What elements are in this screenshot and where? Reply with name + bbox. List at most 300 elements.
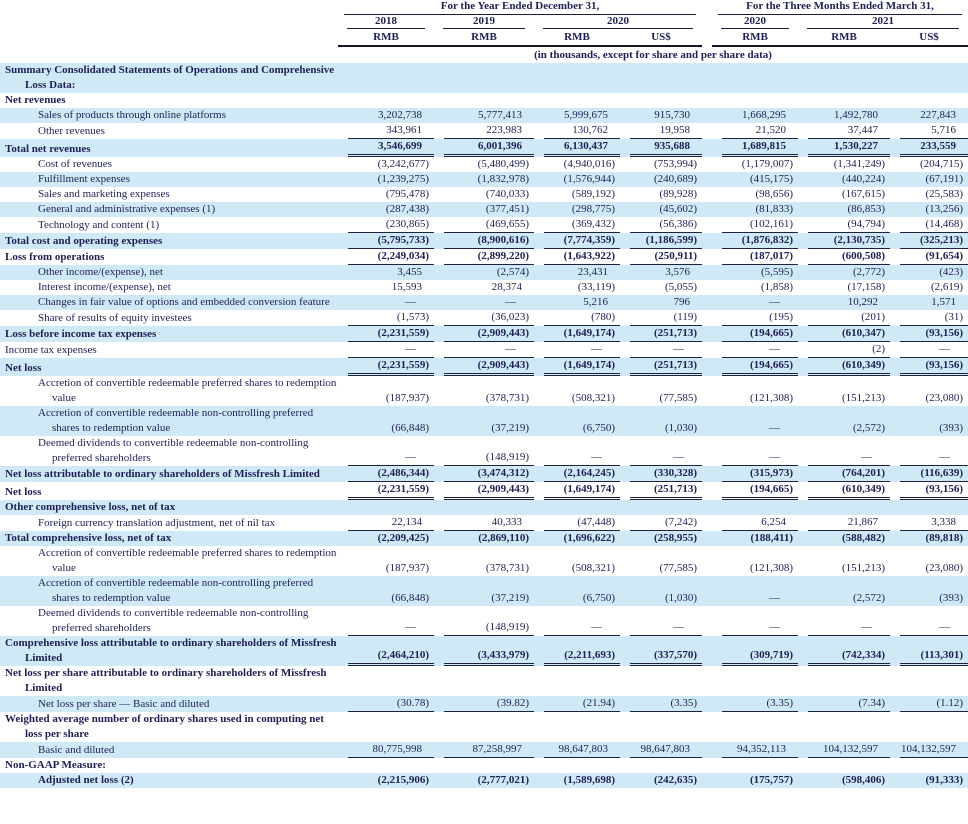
cell-value: (195) [722,310,798,326]
column-gap [702,0,712,15]
column-gap [702,546,712,576]
value-cell [534,265,620,280]
value-cell [434,466,534,482]
units-note: (in thousands, except for share and per share data) [534,49,772,61]
cell-value: (33,119) [577,281,615,293]
cell-value: 5,999,675 [564,109,608,121]
cell-value: — [505,296,516,308]
value-cell [434,500,534,515]
column-gap [702,515,712,531]
value-cell [534,187,620,202]
value-cell [434,546,534,576]
cell-value: (14,468) [900,217,968,233]
cell-value: — [808,450,890,466]
value-cell [890,696,968,712]
cell-value: (2,777,021) [477,774,529,786]
value-cell [534,202,620,217]
cell-value: (2,572) [852,592,886,604]
column-gap [702,531,712,546]
value-cell [890,280,968,295]
cell-value: 1,492,780 [834,109,879,121]
cell-value: (2,909,443) [444,482,534,500]
table-row [0,139,968,157]
cell-value: 796 [673,296,691,308]
value-cell [890,265,968,280]
row-label: Other comprehensive loss, net of tax [5,501,176,513]
value-cell [434,108,534,123]
cell-value: (102,161) [722,217,798,233]
value-cell [338,531,434,546]
value-cell [620,742,702,758]
row-label: General and administrative expenses (1) [38,203,216,215]
value-cell [890,406,968,436]
value-cell [798,466,890,482]
cell-value: (91,333) [925,774,964,786]
row-label: Other income/(expense), net [38,266,163,278]
cell-value: 3,546,699 [348,139,434,157]
cell-value: 22,134 [348,515,434,531]
table-row [0,233,968,249]
column-gap [702,742,712,758]
value-cell [434,139,534,157]
year-2021-quarter: 2021 [798,15,968,29]
quarterly-group-header [712,0,968,15]
cell-value: 15,593 [391,281,422,293]
cell-value: 1,668,295 [742,109,787,121]
cell-value: — [405,296,416,308]
value-cell [620,531,702,546]
table-row [0,500,968,515]
value-cell [798,576,890,606]
table-row [0,202,968,217]
header-spacer [0,29,338,45]
value-cell [534,280,620,295]
row-label: Sales of products through online platforms [38,109,226,121]
cell-value: (2,574) [496,266,529,278]
row-label: Accretion of convertible redeemable preferred shares to redemption value [38,547,337,574]
value-cell [534,712,620,742]
cell-value: (25,583) [925,188,964,200]
cell-value: (287,438) [385,203,429,215]
cell-value: (47,448) [544,515,620,531]
value-cell [534,63,620,93]
cell-value: (2,130,735) [808,233,890,249]
cell-value: (393) [939,422,964,434]
column-gap [702,666,712,696]
value-cell [534,295,620,310]
currency-row [0,29,968,45]
value-cell [798,712,890,742]
value-cell [338,636,434,666]
cell-value: (1,832,978) [477,173,529,185]
row-label: Interest income/(expense), net [38,281,171,293]
value-cell [712,233,798,249]
value-cell [620,123,702,139]
cell-value: (37,219) [491,592,529,604]
value-cell [620,500,702,515]
cell-value: (378,731) [485,392,529,404]
cell-value: 1,530,227 [808,139,890,157]
cell-value: (2,249,034) [348,249,434,265]
value-cell [798,249,890,265]
cell-value: (508,321) [571,562,615,574]
cell-value: — [722,342,798,358]
cell-value: (415,175) [749,173,794,185]
value-cell [338,326,434,342]
value-cell [620,666,702,696]
value-cell [890,217,968,233]
value-cell [620,576,702,606]
cell-value: (201) [808,310,890,326]
row-label: Accretion of convertible redeemable non-controlling preferred shares to redemption value [38,407,314,434]
row-label: Adjusted net loss (2) [38,774,134,786]
value-cell [798,773,890,788]
value-cell [338,406,434,436]
column-gap [702,202,712,217]
row-label: Other revenues [38,125,105,137]
cell-value: (93,156) [900,358,968,376]
cell-value: — [769,592,781,604]
column-gap [702,326,712,342]
value-cell [798,187,890,202]
value-cell [534,482,620,500]
cell-value: (81,833) [755,203,794,215]
value-cell [534,249,620,265]
year-2020-quarter: 2020 [712,15,798,29]
value-cell [620,217,702,233]
cell-value: (589,192) [571,188,615,200]
value-cell [798,233,890,249]
cell-value: 915,730 [654,109,691,121]
cell-value: — [808,620,890,636]
value-cell [338,666,434,696]
cell-value: 21,520 [722,123,798,139]
value-cell [534,742,620,758]
value-cell [712,157,798,172]
year-row [0,15,968,29]
column-gap [702,606,712,636]
value-cell [798,280,890,295]
row-label: Non-GAAP Measure: [5,759,106,771]
cell-value: (2,464,210) [348,648,434,666]
value-cell [712,93,798,108]
cell-value: (753,994) [653,158,698,170]
value-cell [338,202,434,217]
value-cell [890,202,968,217]
cell-value: 1,571 [931,296,957,308]
cell-value: 98,647,803 [544,742,620,758]
cell-value: 5,777,413 [478,109,522,121]
row-label: Net loss per share attributable to ordinary shareholders of Missfresh Limited [5,667,327,694]
value-cell [890,157,968,172]
value-cell [620,108,702,123]
value-cell [338,376,434,406]
cell-value: (187,017) [722,249,798,265]
value-cell [534,108,620,123]
value-cell [798,606,890,636]
cell-value: (1,179,007) [741,158,794,170]
cell-value: (1,341,249) [833,158,886,170]
cell-value: (98,656) [755,188,794,200]
cell-value: (13,256) [925,203,964,215]
value-cell [434,63,534,93]
value-cell [620,482,702,500]
units-note-row [0,47,968,63]
cell-value: 130,762 [544,123,620,139]
value-cell [534,342,620,358]
value-cell [798,157,890,172]
value-cell [620,696,702,712]
value-cell [534,172,620,187]
cell-value: (251,713) [630,482,702,500]
cell-value: (258,955) [653,532,698,544]
table-row [0,376,968,406]
currency-label: RMB [831,31,857,43]
column-gap [702,466,712,482]
value-cell [434,249,534,265]
value-cell [534,406,620,436]
row-label: Technology and content (1) [38,219,160,231]
value-cell [434,531,534,546]
cell-value: 21,867 [808,515,890,531]
cell-value: (5,795,733) [348,233,434,249]
row-label: Net loss per share — Basic and diluted [38,698,210,710]
cell-value: (251,713) [630,326,702,342]
column-gap [702,187,712,202]
value-cell [890,123,968,139]
value-cell [890,515,968,531]
cell-value: (325,213) [900,233,968,249]
cell-value: (230,865) [348,217,434,233]
value-cell [798,108,890,123]
column-gap [702,758,712,773]
value-cell [338,546,434,576]
cell-value: (7,242) [630,515,702,531]
cell-value: (119) [630,310,702,326]
value-cell [434,123,534,139]
cell-value: (3,242,677) [377,158,429,170]
cell-value: (250,911) [630,249,702,265]
cell-value: (89,928) [659,188,698,200]
value-cell [712,139,798,157]
cell-value: (2,899,220) [444,249,534,265]
column-gap [702,576,712,606]
cell-value: 19,958 [630,123,702,139]
cell-value: (17,158) [847,281,886,293]
cell-value: 6,130,437 [544,139,620,157]
cell-value: — [544,450,620,466]
table-row [0,758,968,773]
value-cell [620,466,702,482]
value-cell [712,249,798,265]
cell-value: 3,576 [665,266,691,278]
table-row [0,742,968,758]
row-label: Deemed dividends to convertible redeemable non-controlling preferred shareholders [38,437,309,464]
value-cell [534,636,620,666]
cell-value: (6,750) [582,422,615,434]
value-cell [534,576,620,606]
column-gap [702,406,712,436]
value-cell [434,742,534,758]
value-cell [712,742,798,758]
value-cell [434,310,534,326]
value-cell [890,773,968,788]
cell-value: — [769,296,781,308]
value-cell [712,202,798,217]
value-cell [890,295,968,310]
cell-value: (2,486,344) [348,466,434,482]
value-cell [434,157,534,172]
value-cell [712,546,798,576]
column-group-row [0,0,968,15]
value-cell [890,666,968,696]
value-cell [434,758,534,773]
cell-value: 6,001,396 [444,139,534,157]
value-cell [712,696,798,712]
cell-value: — [769,422,781,434]
cell-value: (1,030) [664,422,698,434]
value-cell [338,187,434,202]
cell-value: (66,848) [391,422,429,434]
cell-value: (508,321) [571,392,615,404]
value-cell [338,696,434,712]
value-cell [620,93,702,108]
currency-label: RMB [471,31,497,43]
cell-value: (2,869,110) [478,532,529,544]
value-cell [338,108,434,123]
cell-value: — [900,620,968,636]
cell-value: (1,643,922) [544,249,620,265]
value-cell [798,531,890,546]
cell-value: (1,030) [664,592,698,604]
cell-value: (315,973) [722,466,798,482]
cell-value: (1,239,275) [377,173,429,185]
cell-value: (598,406) [841,774,886,786]
column-gap [702,15,712,29]
row-label: Fulfillment expenses [38,173,130,185]
cell-value: — [348,620,434,636]
cell-value: 87,258,997 [444,742,534,758]
value-cell [890,233,968,249]
table-row [0,531,968,546]
cell-value: (23,080) [925,392,964,404]
row-label: Total net revenues [5,143,91,155]
value-cell [620,712,702,742]
value-cell [434,233,534,249]
value-cell [338,233,434,249]
value-cell [534,217,620,233]
cell-value: — [544,620,620,636]
currency-label: RMB [564,31,590,43]
cell-value: 227,843 [920,109,957,121]
value-cell [338,742,434,758]
cell-value: — [722,620,798,636]
cell-value: (77,585) [659,392,698,404]
table-row [0,172,968,187]
cell-value: 3,338 [900,515,968,531]
cell-value: — [722,450,798,466]
cell-value: (93,156) [900,326,968,342]
cell-value: (1,573) [348,310,434,326]
cell-value: (151,213) [841,392,886,404]
cell-value: 98,647,803 [630,742,702,758]
value-cell [534,773,620,788]
cell-value: (204,715) [919,158,964,170]
value-cell [798,546,890,576]
value-cell [338,139,434,157]
value-cell [534,157,620,172]
value-cell [534,436,620,466]
value-cell [338,606,434,636]
cell-value: 28,374 [491,281,522,293]
row-label: Total cost and operating expenses [5,235,163,247]
cell-value: (2,231,559) [348,326,434,342]
value-cell [890,636,968,666]
value-cell [620,139,702,157]
column-gap [702,157,712,172]
cell-value: 223,983 [444,123,534,139]
cell-value: (36,023) [444,310,534,326]
value-cell [798,436,890,466]
cell-value: (3,474,312) [444,466,534,482]
value-cell [712,531,798,546]
cell-value: — [348,450,434,466]
column-gap [702,93,712,108]
cell-value: 6,254 [722,515,798,531]
cell-value: (251,713) [630,358,702,376]
row-label: Weighted average number of ordinary shares used in computing net loss per share [5,713,324,740]
cell-value: (23,080) [925,562,964,574]
cell-value: (91,654) [900,249,968,265]
column-gap [702,295,712,310]
cell-value: (298,775) [571,203,615,215]
value-cell [620,157,702,172]
column-gap [702,500,712,515]
row-label: Loss from operations [5,251,105,263]
currency-label: US$ [651,31,671,43]
cell-value: (2,231,559) [348,358,434,376]
table-row [0,157,968,172]
cell-value: 104,132,597 [808,742,890,758]
cell-value: (56,386) [630,217,702,233]
currency-label: RMB [373,31,399,43]
table-row [0,773,968,788]
cell-value: (3.35) [722,696,798,712]
cell-value: — [630,620,702,636]
column-gap [702,29,712,45]
cell-value: (440,224) [841,173,886,185]
cell-value: — [900,450,968,466]
cell-value: (175,757) [749,774,794,786]
value-cell [890,63,968,93]
value-cell [338,280,434,295]
value-cell [712,606,798,636]
value-cell [712,482,798,500]
cell-value: 233,559 [900,139,968,157]
cell-value: 5,216 [583,296,608,308]
table-body [0,63,968,788]
cell-value: (6,750) [582,592,615,604]
table-header [0,0,968,63]
value-cell [434,666,534,696]
column-gap [702,696,712,712]
value-cell [338,773,434,788]
cell-value: (2,215,906) [377,774,429,786]
value-cell [890,712,968,742]
value-cell [890,742,968,758]
value-cell [620,63,702,93]
value-cell [434,217,534,233]
